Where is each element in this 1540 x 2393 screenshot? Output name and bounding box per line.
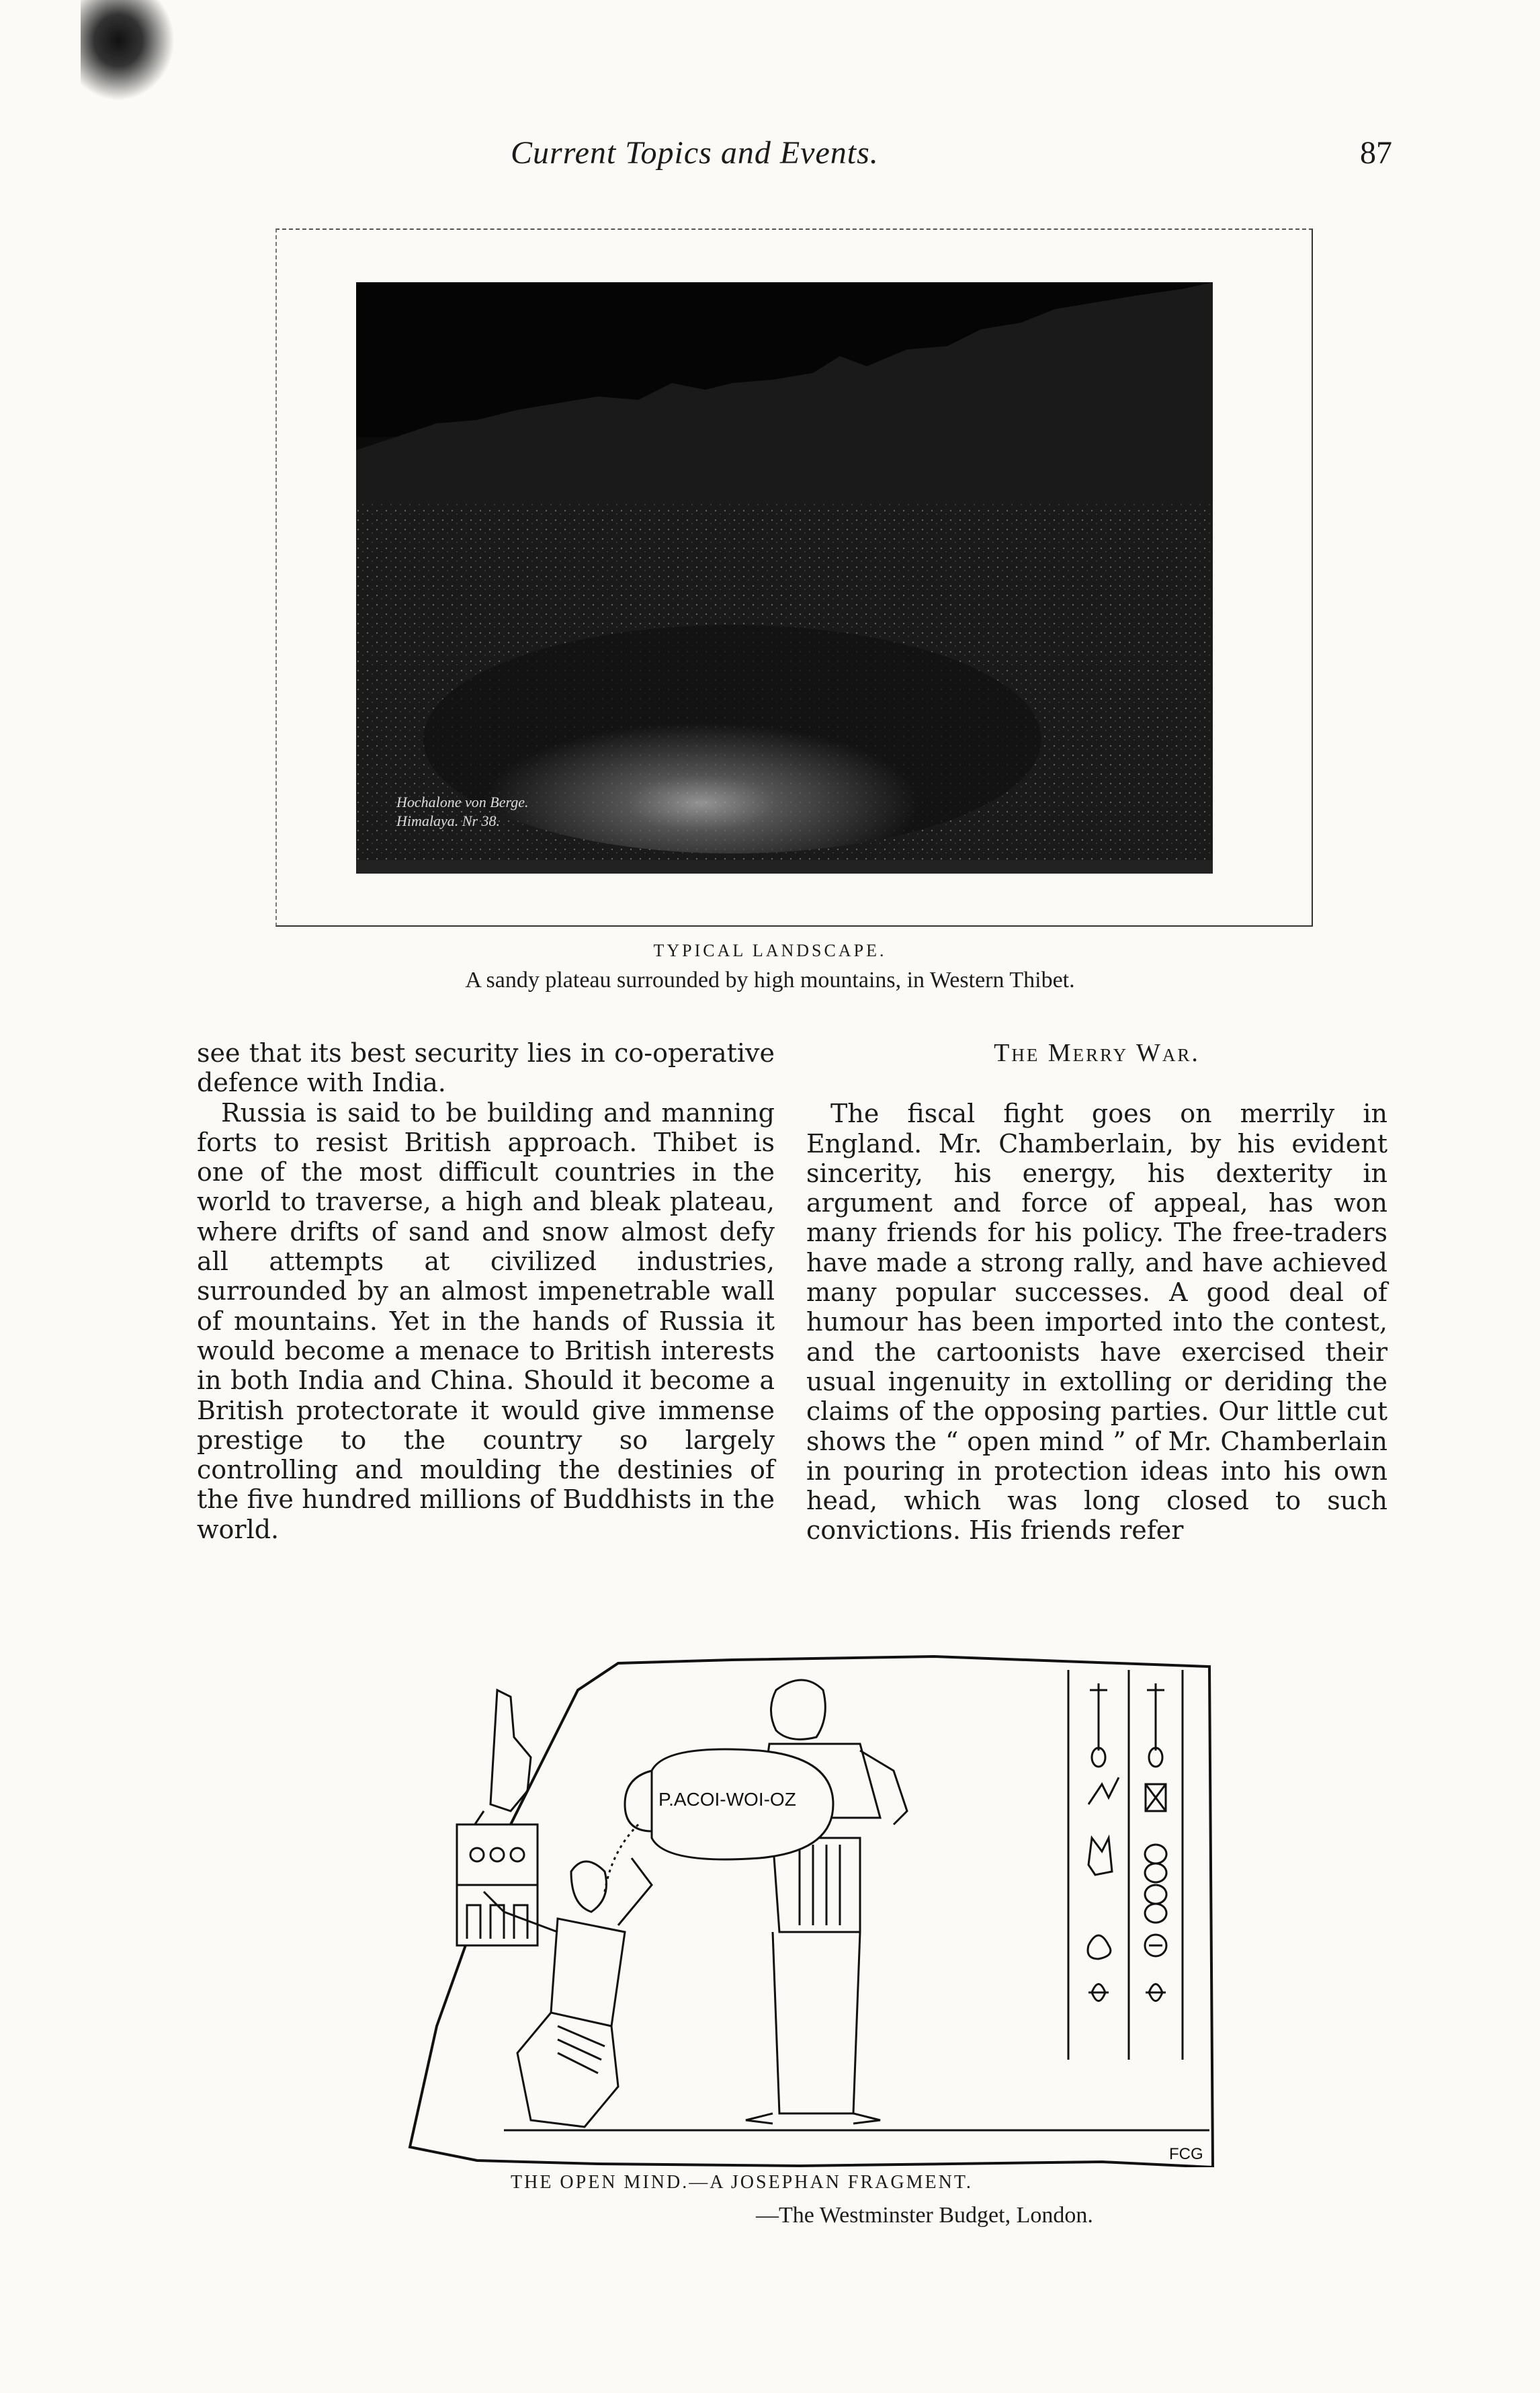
page-number: 87 <box>1360 135 1392 171</box>
figure2-caption: THE OPEN MIND.—A JOSEPHAN FRAGMENT. <box>511 2172 973 2193</box>
artist-signature: FCG <box>1169 2145 1203 2163</box>
left-paragraph-2: Russia is said to be building and manning forts to resist British approach. Thibet is one of the most difficult countries in the world to traverse, a high and bleak plateau, where drifts of sand and snow almost defy all attempts at civilized industries, surrounded by an almost impenetrable wall of mountains. Yet in the hands of Russia it would become a menace to British interests in both India and China. Should it become a British protectorate it would give immense prestige to the country so largely controlling and moulding the destinies of the five hundred millions of Buddhists in the world. <box>197 1097 775 1544</box>
photo-inscription <box>396 793 529 831</box>
figure2-cartoon <box>396 1650 1220 2167</box>
photo-inscription-line-1: Hochalone von Berge. <box>396 794 529 810</box>
jar-inscription: P.ACOI-WOI-OZ <box>658 1789 796 1810</box>
figure1-photo <box>356 282 1213 874</box>
section-title: The Merry War. <box>994 1039 1200 1067</box>
scan-smudge <box>81 0 175 101</box>
left-paragraph-1: see that its best security lies in co-operative defence with India. <box>197 1038 775 1098</box>
figure1-caption-title: TYPICAL LANDSCAPE. <box>653 941 887 960</box>
right-paragraph-1: The fiscal fight goes on merrily in England. Mr. Chamberlain, by his evident sincerity, his energy, his dexterity in argument and force of appeal, has won many friends for his policy. The free-traders have made a strong rally, and have achieved many popular successes. A good deal of humour has been imported into the contest, and the cartoonists have exercised their usual ingenuity in extolling or deriding the claims of the opposing parties. Our little cut shows the “ open mind ” of Mr. Chamberlain in pouring in protection ideas into his own head, which was long closed to such convictions. His friends refer <box>806 1099 1387 1546</box>
figure2-source: —The Westminster Budget, London. <box>756 2203 1093 2228</box>
landscape-image <box>356 282 1213 874</box>
running-head: Current Topics and Events. <box>511 135 879 171</box>
photo-inscription-line-2: Himalaya. Nr 38. <box>396 812 500 829</box>
left-column <box>197 1038 775 1544</box>
right-column <box>806 1038 1387 1546</box>
figure1-caption-text: A sandy plateau surrounded by high mountains, in Western Thibet. <box>465 968 1075 993</box>
cartoon-illustration <box>396 1650 1220 2167</box>
